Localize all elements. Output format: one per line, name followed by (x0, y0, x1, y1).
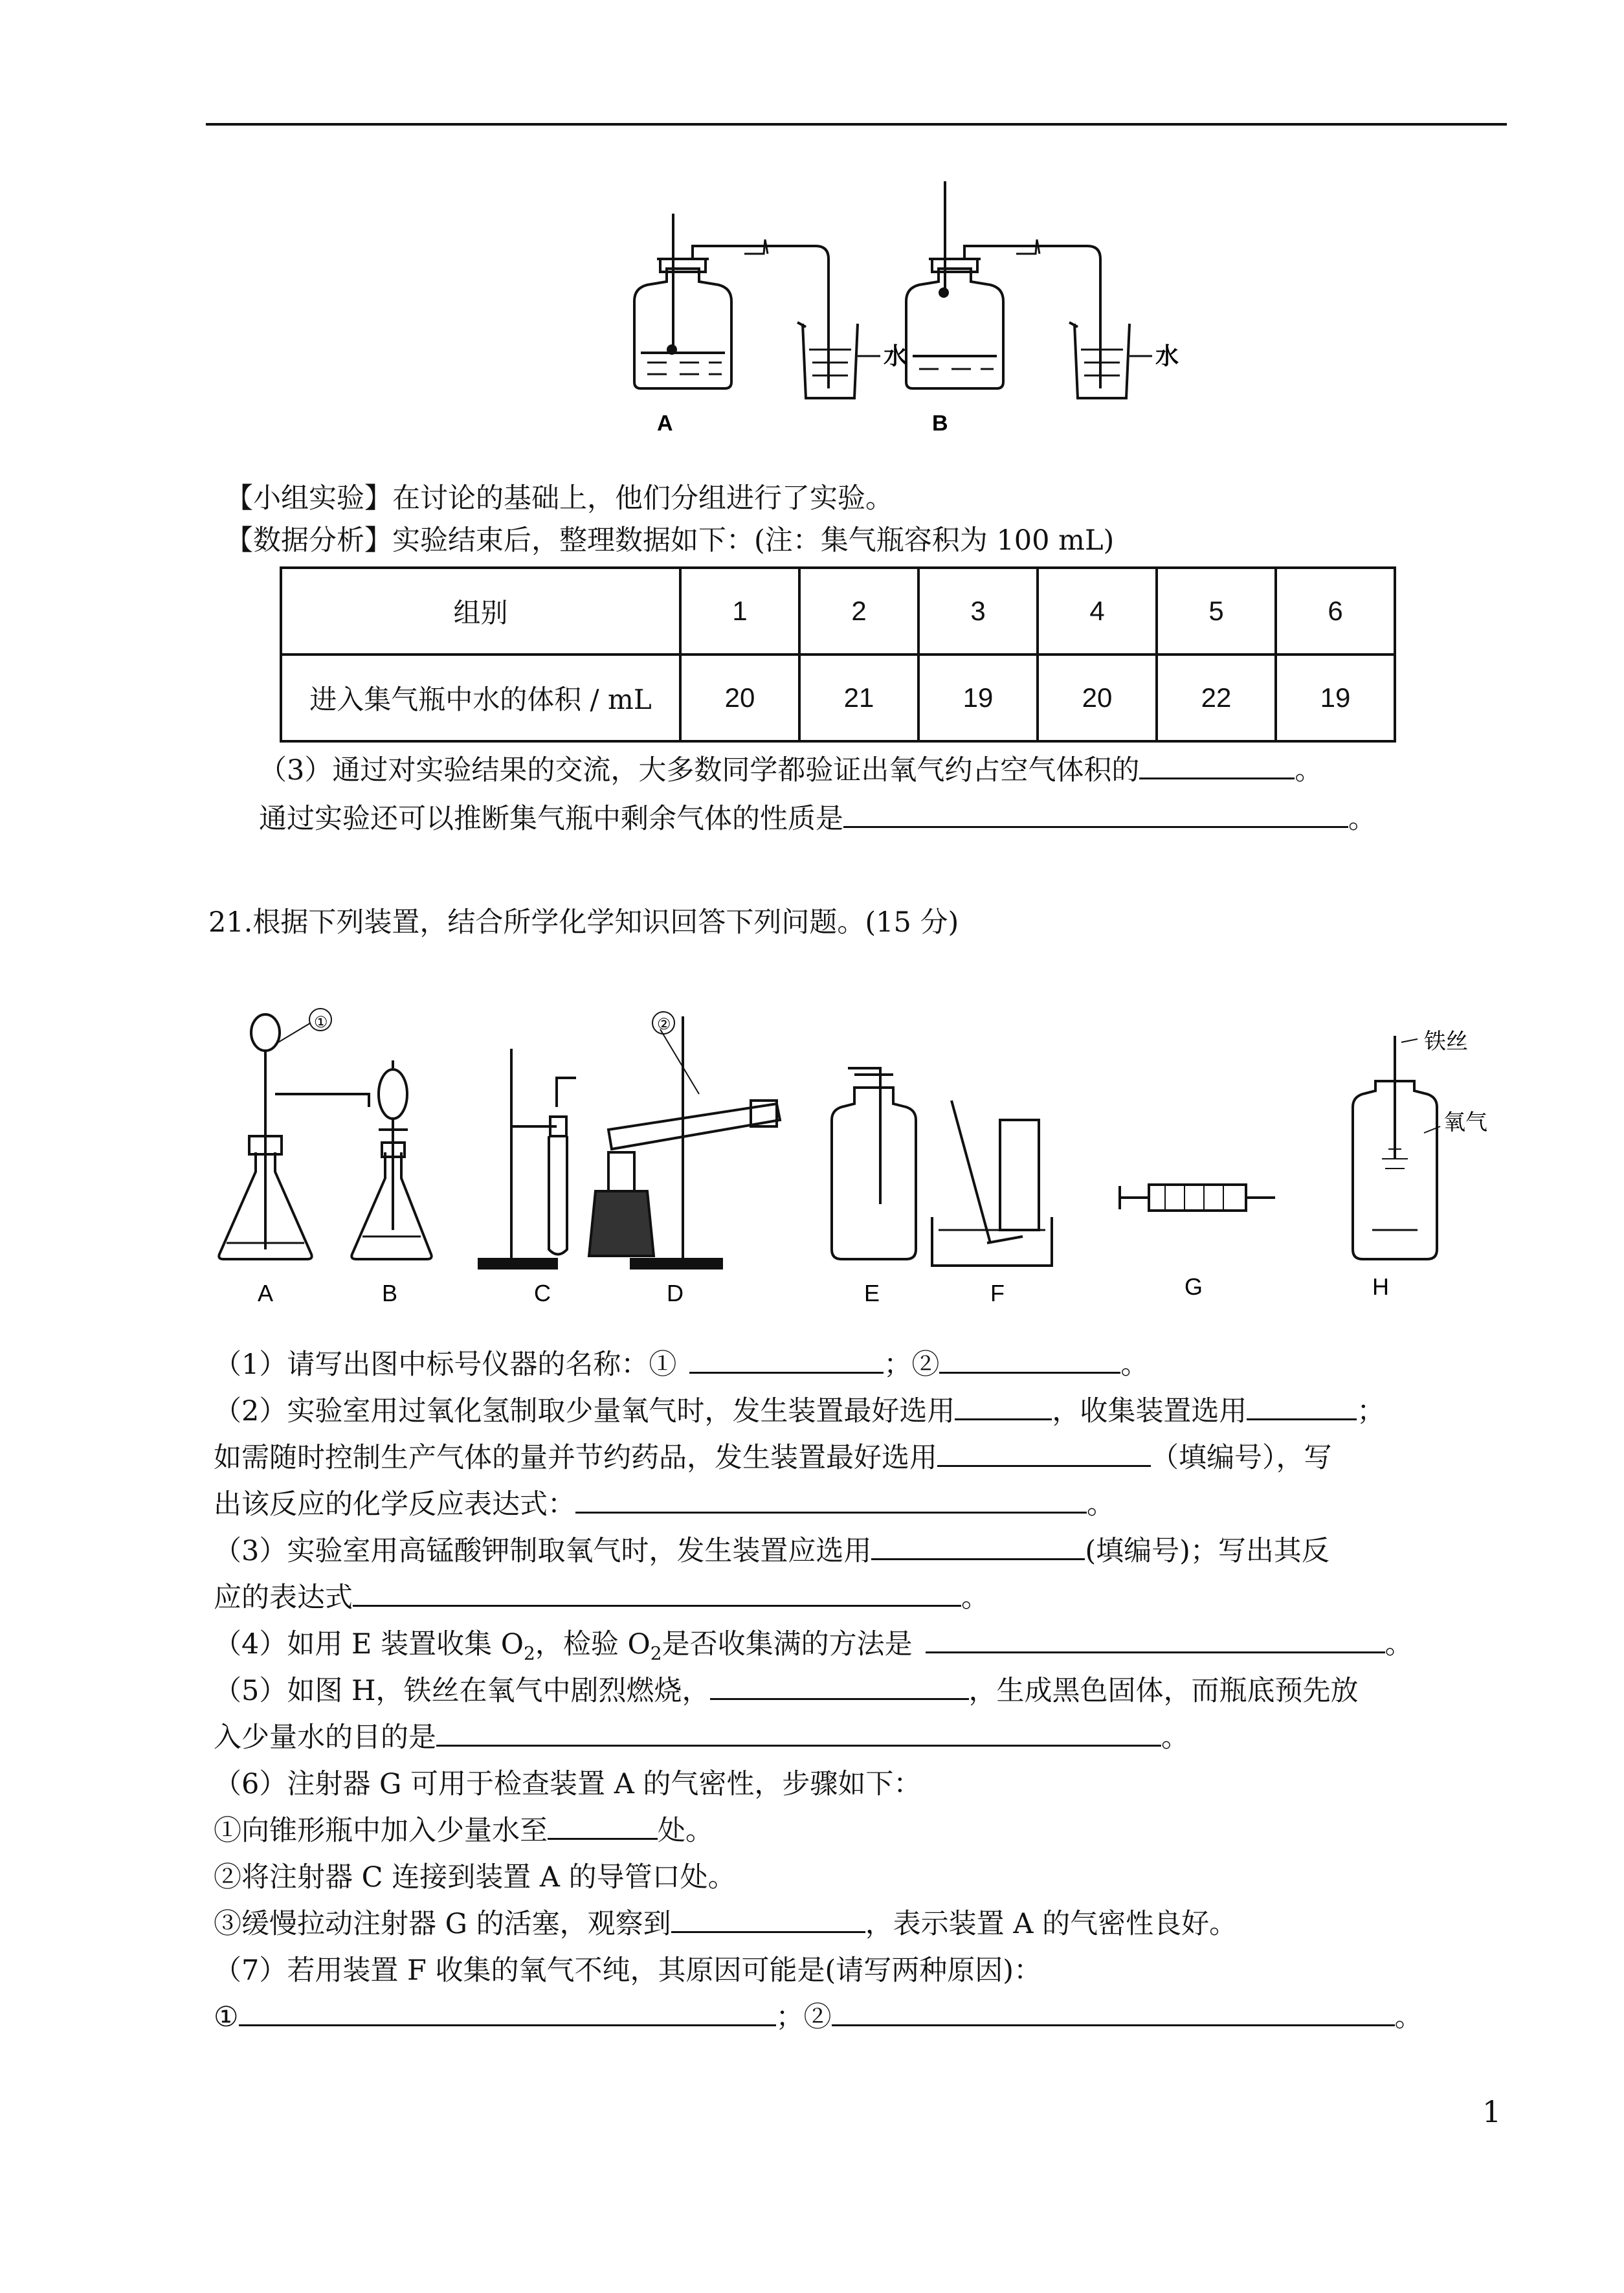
table-cell-group: 3 (918, 568, 1038, 654)
table-cell-volume: 22 (1157, 654, 1276, 741)
sub-question-7-line-1: （7）若用装置 F 收集的氧气不纯，其原因可能是(请写两种原因)： (214, 1954, 1042, 1987)
sub-question-3-line-2 (214, 1578, 989, 1617)
table-row-groups (281, 568, 1395, 654)
table-cell-volume: 19 (1276, 654, 1395, 741)
sub-4-subscript-2: 2 (650, 1642, 662, 1664)
table-cell-group: 5 (1157, 568, 1276, 654)
sub-question-7-line-2 (214, 1998, 1423, 2037)
table-cell-volume: 21 (799, 654, 918, 741)
sub-4-subscript-1: 2 (524, 1642, 535, 1664)
sub-3-text-d: 。 (961, 1582, 989, 1614)
results-table (280, 566, 1396, 743)
sub-4-text-b: ，检验 O (535, 1628, 651, 1661)
sub-question-5-line-1 (214, 1672, 1359, 1710)
table-cell-volume: 19 (918, 654, 1038, 741)
sub-6-text-c: 处。 (658, 1815, 713, 1847)
q3-line-1 (259, 751, 1322, 790)
apparatus-label-a: A (258, 1280, 274, 1306)
answer-blank[interactable] (239, 1998, 776, 2026)
sub-2-text-b: ，收集装置选用 (1052, 1395, 1247, 1427)
group-experiment-tag: 【小组实验】 (225, 482, 392, 515)
table-cell-volume: 20 (1038, 654, 1157, 741)
sub-5-text-a: （5）如图 H，铁丝在氧气中剧烈燃烧， (214, 1675, 710, 1707)
answer-blank[interactable] (939, 1346, 1120, 1374)
sub-7-text-c: ；② (775, 2001, 832, 2033)
sub-2-text-d: 如需随时控制生产气体的量并节约药品，发生装置最好选用 (214, 1442, 937, 1474)
answer-blank[interactable] (1247, 1393, 1357, 1420)
sub-2-text-f: 出该反应的化学反应表达式： (214, 1488, 575, 1521)
apparatus-label-b: B (382, 1280, 398, 1306)
answer-blank[interactable] (689, 1346, 884, 1374)
sub-1-text-b: ；② (884, 1348, 940, 1381)
sub-2-text-c: ； (1357, 1395, 1385, 1427)
sub-question-2-line-1 (214, 1392, 1385, 1431)
table-cell-group: 1 (680, 568, 799, 654)
sub-6-text-b: ①向锥形瓶中加入少量水至 (214, 1815, 548, 1847)
apparatus-label-d: D (667, 1280, 684, 1306)
table-header-group: 组别 (281, 568, 680, 654)
sub-1-text-c: 。 (1120, 1348, 1149, 1381)
answer-blank[interactable] (843, 800, 1348, 828)
apparatus-label-e: E (864, 1280, 880, 1306)
answer-blank[interactable] (937, 1439, 1151, 1467)
answer-blank[interactable] (926, 1626, 1385, 1653)
marker-2: ② (657, 1015, 671, 1033)
answer-blank[interactable] (710, 1672, 969, 1700)
sub-question-5-line-2 (214, 1718, 1189, 1757)
sub-3-text-b: (填编号)；写出其反 (1085, 1535, 1329, 1567)
answer-blank[interactable] (548, 1812, 658, 1840)
sub-question-4 (214, 1625, 1413, 1673)
figure-2-apparatus (207, 1010, 1487, 1308)
apparatus-label-c: C (534, 1280, 551, 1306)
sub-2-text-e: （填编号），写 (1151, 1442, 1332, 1474)
answer-blank[interactable] (671, 1905, 865, 1933)
sub-2-text-a: （2）实验室用过氧化氢制取少量氧气时，发生装置最好选用 (214, 1395, 955, 1427)
sub-question-6-line-2 (214, 1811, 713, 1850)
figure-1-water-label-a: 水 (884, 342, 907, 370)
data-analysis-text: 实验结束后，整理数据如下：(注：集气瓶容积为 100 mL) (392, 524, 1115, 557)
page-number: 1 (1482, 2094, 1502, 2129)
answer-blank[interactable] (832, 1998, 1395, 2026)
sub-question-6-line-1: （6）注射器 G 可用于检查装置 A 的气密性，步骤如下： (214, 1768, 922, 1800)
sub-2-text-g: 。 (1087, 1488, 1115, 1521)
sub-5-text-d: 。 (1161, 1721, 1189, 1754)
sub-5-text-c: 入少量水的目的是 (214, 1721, 436, 1754)
sub-question-2-line-3 (214, 1485, 1115, 1524)
sub-question-2-line-2 (214, 1438, 1332, 1477)
answer-blank[interactable] (871, 1532, 1085, 1560)
sub-3-text-c: 应的表达式 (214, 1582, 353, 1614)
figure-1-apparatus (595, 155, 1178, 460)
sub-4-text-d: 。 (1385, 1628, 1413, 1661)
q3-end-1: 。 (1295, 754, 1323, 787)
sub-question-6-line-3: ②将注射器 C 连接到装置 A 的导管口处。 (214, 1861, 736, 1894)
table-header-volume: 进入集气瓶中水的体积 / mL (281, 654, 680, 741)
answer-blank[interactable] (353, 1579, 961, 1607)
apparatus-label-f: F (990, 1280, 1005, 1306)
data-analysis-line (225, 521, 1114, 560)
answer-blank[interactable] (1139, 752, 1295, 779)
table-cell-group: 4 (1038, 568, 1157, 654)
data-analysis-tag: 【数据分析】 (225, 524, 392, 557)
sub-4-text-c: 是否收集满的方法是 (662, 1628, 913, 1661)
table-cell-group: 2 (799, 568, 918, 654)
marker-1: ① (314, 1013, 328, 1031)
figure-1-label-a: A (657, 411, 673, 436)
sub-1-text-a: （1）请写出图中标号仪器的名称：① (214, 1348, 677, 1381)
answer-blank[interactable] (955, 1393, 1052, 1420)
sub-6-text-f: ，表示装置 A 的气密性良好。 (865, 1908, 1238, 1940)
table-row-volumes (281, 654, 1395, 741)
q3-line-2 (259, 800, 1376, 838)
sub-question-1 (214, 1345, 1148, 1384)
group-experiment-line (225, 479, 893, 518)
figure-1-water-label-b: 水 (1155, 342, 1179, 370)
apparatus-label-g: G (1185, 1273, 1203, 1300)
sub-7-text-b: ① (214, 2001, 239, 2033)
table-cell-volume: 20 (680, 654, 799, 741)
table-cell-group: 6 (1276, 568, 1395, 654)
apparatus-label-h: H (1372, 1273, 1389, 1300)
group-experiment-text: 在讨论的基础上，他们分组进行了实验。 (392, 482, 893, 515)
sub-3-text-a: （3）实验室用高锰酸钾制取氧气时，发生装置应选用 (214, 1535, 872, 1567)
figure-1-label-b: B (932, 411, 948, 436)
q3-end-2: 。 (1348, 803, 1376, 835)
oxygen-label: 氧气 (1443, 1110, 1487, 1135)
sub-5-text-b: ，生成黑色固体，而瓶底预先放 (968, 1675, 1359, 1707)
sub-4-text-a: （4）如用 E 装置收集 O (214, 1628, 524, 1661)
sub-question-6-line-4 (214, 1905, 1237, 1943)
q3-text-1: （3）通过对实验结果的交流，大多数同学都验证出氧气约占空气体积的 (259, 754, 1140, 787)
header-rule (206, 123, 1507, 126)
answer-blank[interactable] (436, 1719, 1161, 1747)
answer-blank[interactable] (575, 1486, 1087, 1514)
sub-7-text-d: 。 (1394, 2001, 1423, 2033)
iron-wire-label: 铁丝 (1424, 1029, 1468, 1055)
sub-6-text-e: ③缓慢拉动注射器 G 的活塞，观察到 (214, 1908, 671, 1940)
q3-text-2: 通过实验还可以推断集气瓶中剩余气体的性质是 (259, 803, 843, 835)
sub-question-3-line-1 (214, 1532, 1329, 1571)
question-21-title: 21.根据下列装置，结合所学化学知识回答下列问题。(15 分) (208, 906, 959, 939)
